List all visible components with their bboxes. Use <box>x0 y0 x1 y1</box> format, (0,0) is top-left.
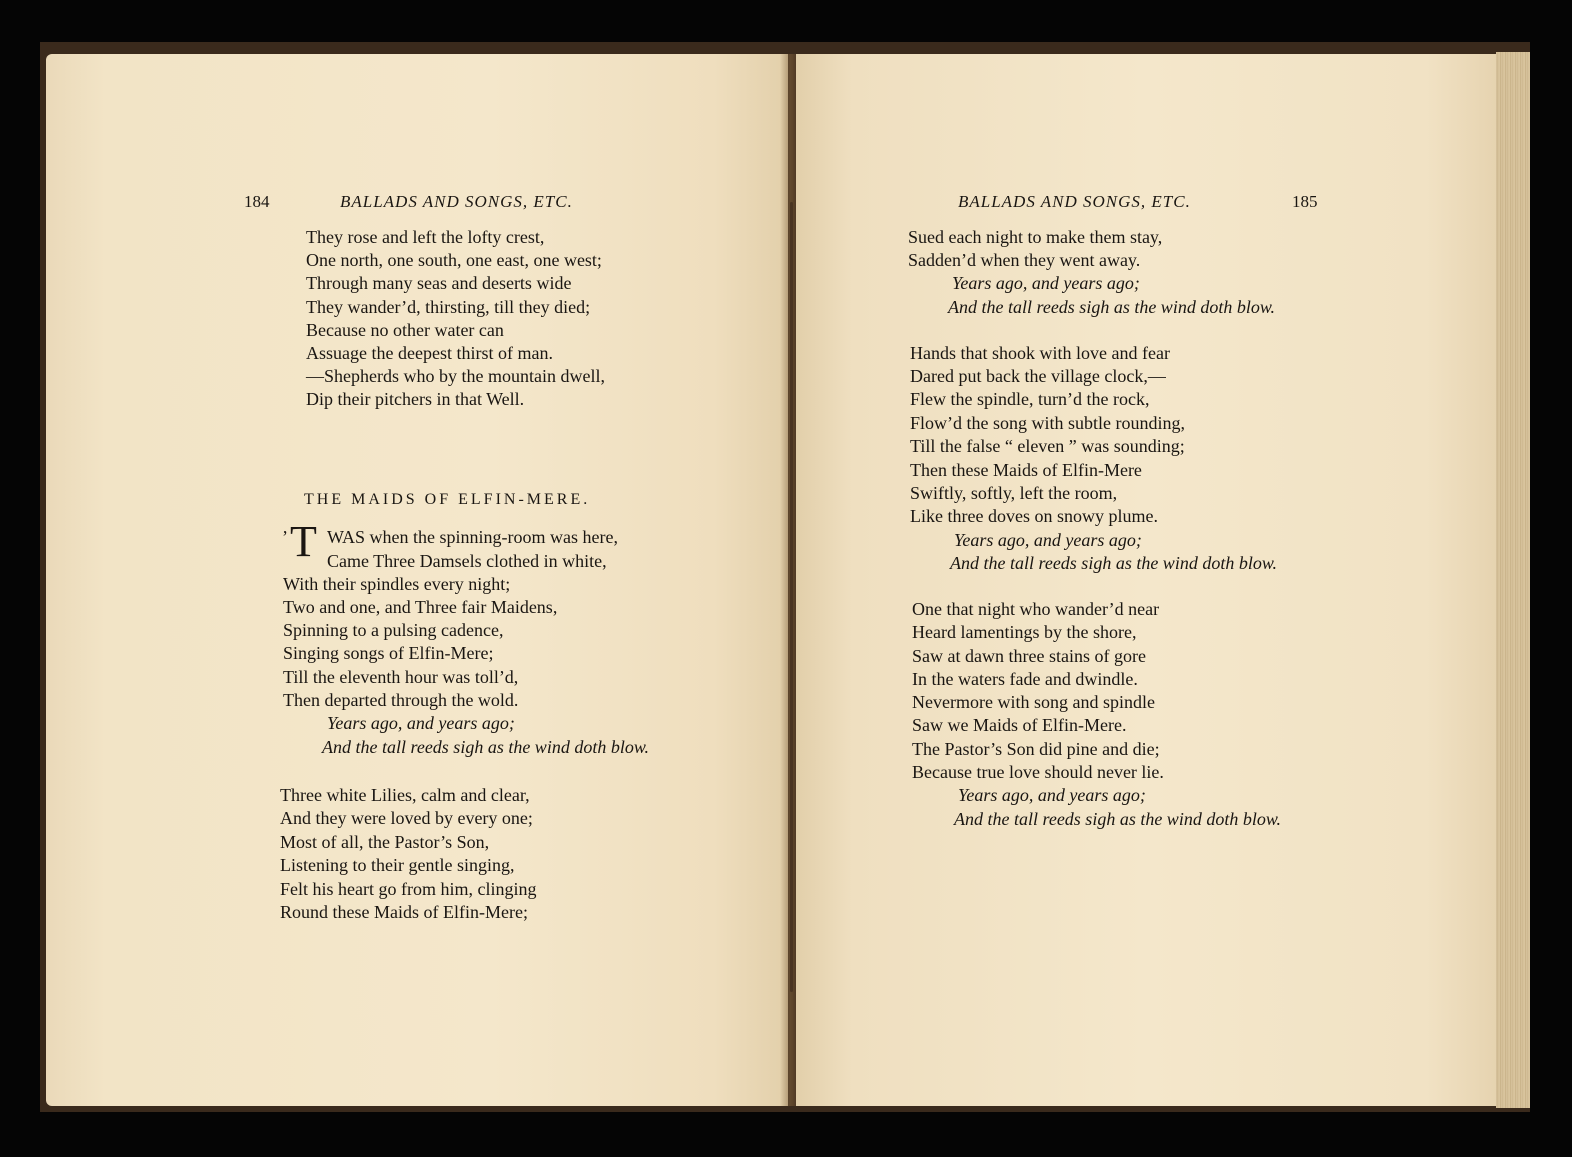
verse-line: With their spindles every night; <box>283 574 511 594</box>
open-book <box>40 42 1530 1112</box>
verse-line: Two and one, and Three fair Maidens, <box>283 597 558 617</box>
verse-line: Saw at dawn three stains of gore <box>912 646 1146 666</box>
right-page <box>796 54 1496 1106</box>
verse-line: WAS when the spinning-room was here, <box>327 527 618 547</box>
verse-line: Till the eleventh hour was toll’d, <box>283 667 519 687</box>
verse-line: They wander’d, thirsting, till they died; <box>306 297 591 317</box>
verse-line: Then these Maids of Elfin-Mere <box>910 460 1142 480</box>
verse-line: Most of all, the Pastor’s Son, <box>280 832 490 852</box>
verse-line: One north, one south, one east, one west; <box>306 250 602 270</box>
refrain-line: Years ago, and years ago; <box>958 785 1146 805</box>
verse-line: Singing songs of Elfin-Mere; <box>283 643 494 663</box>
page-edges <box>1496 52 1530 1108</box>
verse-line: Flow’d the song with subtle rounding, <box>910 413 1185 433</box>
verse-line: Came Three Damsels clothed in white, <box>327 551 607 571</box>
verse-line: Swiftly, softly, left the room, <box>910 483 1118 503</box>
verse-line: One that night who wander’d near <box>912 599 1160 619</box>
refrain-line: Years ago, and years ago; <box>954 530 1142 550</box>
left-page <box>46 54 788 1106</box>
verse-line: Like three doves on snowy plume. <box>910 506 1158 526</box>
verse-line: Because no other water can <box>306 320 504 340</box>
verse-line: Through many seas and deserts wide <box>306 273 572 293</box>
verse-line: Then departed through the wold. <box>283 690 519 710</box>
running-head: BALLADS AND SONGS, ETC. <box>340 192 573 211</box>
verse-line: And they were loved by every one; <box>280 808 533 828</box>
verse-line: In the waters fade and dwindle. <box>912 669 1138 689</box>
verse-line: Listening to their gentle singing, <box>280 855 515 875</box>
verse-line: Spinning to a pulsing cadence, <box>283 620 504 640</box>
verse-line: Sadden’d when they went away. <box>908 250 1141 270</box>
page-number: 185 <box>1292 192 1318 211</box>
verse-line: Felt his heart go from him, clinging <box>280 879 537 899</box>
refrain-line: Years ago, and years ago; <box>327 713 515 733</box>
refrain-line: And the tall reeds sigh as the wind doth blow. <box>322 737 649 757</box>
verse-line: Till the false “ eleven ” was sounding; <box>910 436 1185 456</box>
verse-line: Round these Maids of Elfin-Mere; <box>280 902 528 922</box>
verse-line: Heard lamentings by the shore, <box>912 622 1137 642</box>
refrain-line: And the tall reeds sigh as the wind doth blow. <box>954 809 1281 829</box>
verse-line: Dared put back the village clock,— <box>910 366 1166 386</box>
running-head: BALLADS AND SONGS, ETC. <box>958 192 1191 211</box>
refrain-line: Years ago, and years ago; <box>952 273 1140 293</box>
page-number: 184 <box>244 192 270 211</box>
binding-thread <box>790 202 793 992</box>
verse-line: Nevermore with song and spindle <box>912 692 1155 712</box>
verse-line: Hands that shook with love and fear <box>910 343 1170 363</box>
drop-cap-prefix: ’ <box>282 527 288 547</box>
verse-line: Sued each night to make them stay, <box>908 227 1163 247</box>
refrain-line: And the tall reeds sigh as the wind doth blow. <box>948 297 1275 317</box>
verse-line: Flew the spindle, turn’d the rock, <box>910 389 1150 409</box>
verse-line: Three white Lilies, calm and clear, <box>280 785 530 805</box>
refrain-line: And the tall reeds sigh as the wind doth blow. <box>950 553 1277 573</box>
verse-line: They rose and left the lofty crest, <box>306 227 545 247</box>
verse-line: —Shepherds who by the mountain dwell, <box>306 366 605 386</box>
drop-cap: T <box>290 517 317 566</box>
verse-line: Assuage the deepest thirst of man. <box>306 343 553 363</box>
verse-line: Saw we Maids of Elfin-Mere. <box>912 715 1127 735</box>
poem-title: THE MAIDS OF ELFIN-MERE. <box>304 491 591 508</box>
verse-line: Because true love should never lie. <box>912 762 1164 782</box>
verse-line: Dip their pitchers in that Well. <box>306 389 525 409</box>
verse-line: The Pastor’s Son did pine and die; <box>912 739 1160 759</box>
